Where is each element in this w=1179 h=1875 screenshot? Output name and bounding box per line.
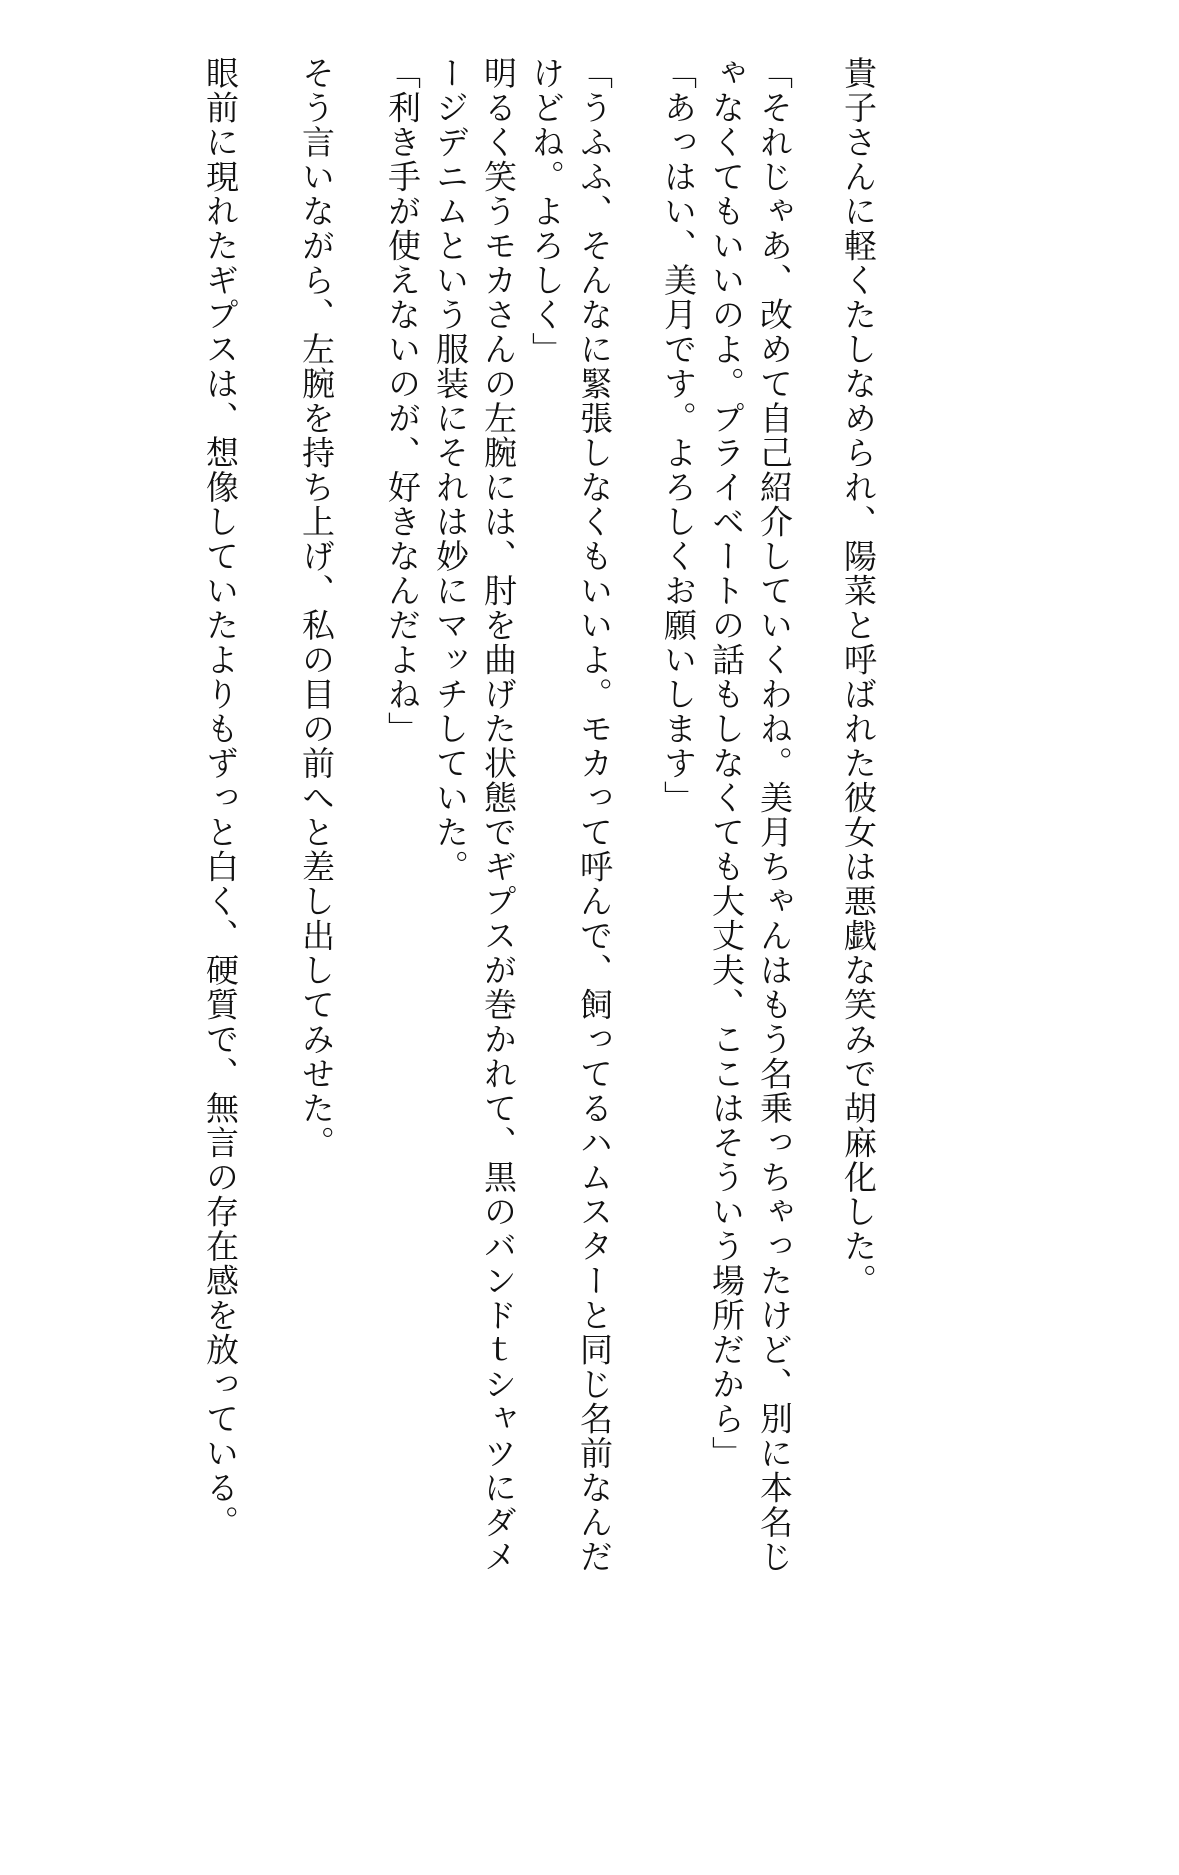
text-column-6: けどね。よろしく」 bbox=[527, 56, 566, 367]
text-column-3: ゃなくてもいいのよ。プライベートの話もしなくても大丈夫、ここはそういう場所だから」 bbox=[707, 56, 746, 1471]
text-column-10: そう言いながら、左腕を持ち上げ、私の目の前へと差し出してみせた。 bbox=[297, 56, 336, 1160]
text-column-5: 「うふふ、そんなに緊張しなくもいいよ。モカって呼んで、飼ってるハムスターと同じ名前なんだ bbox=[575, 56, 614, 1574]
text-column-4: 「あっはい、美月です。よろしくお願いします」 bbox=[659, 56, 698, 815]
text-column-9: 「利き手が使えないのが、好きなんだよね」 bbox=[383, 56, 422, 746]
text-column-1: 貴子さんに軽くたしなめられ、陽菜と呼ばれた彼女は悪戯な笑みで胡麻化した。 bbox=[839, 56, 878, 1298]
text-column-2: 「それじゃあ、改めて自己紹介していくわね。美月ちゃんはもう名乗っちゃったけど、別に本名じ bbox=[755, 56, 794, 1574]
text-column-7: 明るく笑うモカさんの左腕には、肘を曲げた状態でギプスが巻かれて、黒のバンドｔシャツにダメ bbox=[479, 56, 518, 1574]
text-column-11: 眼前に現れたギプスは、想像していたよりもずっと白く、硬質で、無言の存在感を放っている。 bbox=[201, 56, 240, 1540]
text-column-8: ージデニムという服装にそれは妙にマッチしていた。 bbox=[431, 56, 470, 884]
